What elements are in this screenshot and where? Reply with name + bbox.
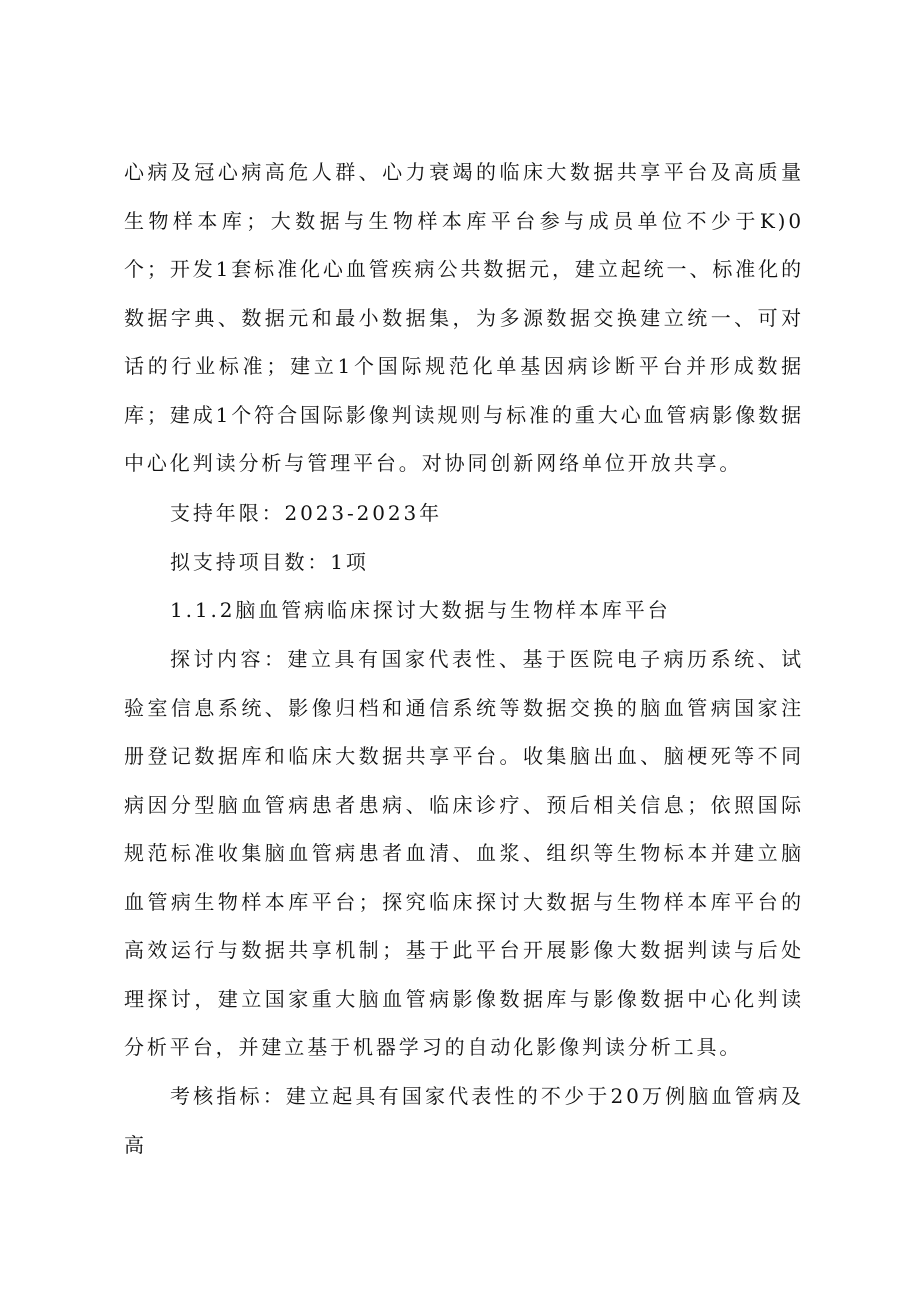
section-heading: 1.1.2脑血管病临床探讨大数据与生物样本库平台 [170,598,671,622]
project-count-line: 拟支持项目数：1项 [170,550,369,574]
paragraph-research-content: 探讨内容：建立具有国家代表性、基于医院电子病历系统、试验室信息系统、影像归档和通信系统等数据交换的脑血管病国家注册登记数据库和临床大数据共享平台。收集脑出血、脑梗死等不同病因分型脑血管病患者患病、临床诊疗、预后相关信息；依照国际规范标准收集脑血管病患者血清、血浆、组织等生物标本并建立脑血管病生物样本库平台；探究临床探讨大数据与生物样本库平台的高效运行与数据共享机制；基于此平台开展影像大数据判读与后处理探讨，建立国家重大脑血管病影像数据库与影像数据中心化判读分析平台，并建立基于机器学习的自动化影像判读分析工具。 [124,647,804,1059]
support-years-line: 支持年限：2023-2023年 [170,501,443,525]
paragraph-cardiac-platform-goals: 心病及冠心病高危人群、心力衰竭的临床大数据共享平台及高质量生物样本库；大数据与生物样本库平台参与成员单位不少于K)0个；开发1套标准化心血管疾病公共数据元，建立起统一、标准化的数据字典、数据元和最小数据集，为多源数据交换建立统一、可对话的行业标准；建立1个国际规范化单基因病诊断平台并形成数据库；建成1个符合国际影像判读规则与标准的重大心血管病影像数据中心化判读分析与管理平台。对协同创新网络单位开放共享。 [124,160,804,475]
paragraph-assessment: 考核指标：建立起具有国家代表性的不少于20万例脑血管病及高 [124,1084,804,1157]
